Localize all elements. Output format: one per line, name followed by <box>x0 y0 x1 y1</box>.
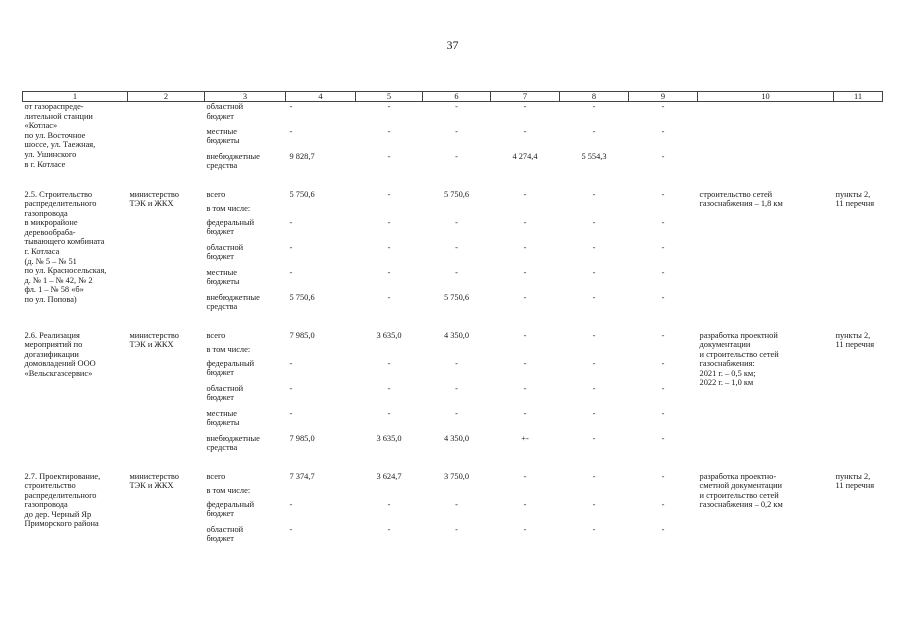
amount-v4: - <box>289 126 293 136</box>
amount-v5: - <box>387 126 391 136</box>
amount-v4: - <box>289 267 293 277</box>
amount-v5: - <box>387 383 391 393</box>
amount-v6: - <box>455 499 458 509</box>
amount-v8: - <box>592 330 596 340</box>
amount-v8 <box>560 204 629 218</box>
amount-v5: - <box>387 408 391 418</box>
amount-v8: - <box>592 524 596 534</box>
spacer-cell <box>23 177 883 190</box>
funding-source: местные бюджеты <box>206 267 240 287</box>
amount-v7: 4 274,4 <box>512 151 538 161</box>
program-table <box>22 91 883 550</box>
amount-v5: 3 624,7 <box>376 471 402 481</box>
amount-v4: - <box>289 102 293 111</box>
amount-v7: - <box>523 408 527 418</box>
executor: министерство ТЭК и ЖКХ <box>129 471 179 491</box>
amount-v4: 5 750,6 <box>289 292 315 302</box>
funding-source: областной бюджет <box>206 102 244 121</box>
amount-v9 <box>629 486 698 500</box>
expected-result: строительство сетей газоснабжения – 1,8 км <box>699 189 783 209</box>
amount-v4 <box>286 486 356 500</box>
amount-v7: - <box>523 102 527 111</box>
amount-v5: 3 635,0 <box>376 433 402 443</box>
column-number: 10 <box>698 92 834 102</box>
amount-v6 <box>423 204 491 218</box>
list-points: пункты 2, 11 перечня <box>835 330 875 350</box>
amount-v9: - <box>661 433 665 443</box>
funding-source: всего <box>206 471 226 481</box>
amount-v4: - <box>289 524 293 534</box>
column-number: 6 <box>423 92 491 102</box>
amount-v9: - <box>661 499 665 509</box>
amount-v4: - <box>289 408 293 418</box>
amount-v6 <box>423 486 491 500</box>
amount-v7: - <box>523 217 527 227</box>
amount-v8: - <box>592 383 596 393</box>
amount-v9: - <box>661 102 665 111</box>
amount-v7: - <box>523 189 527 199</box>
funding-source: местные бюджеты <box>206 408 240 428</box>
amount-v7 <box>491 486 560 500</box>
amount-v6: - <box>455 408 458 418</box>
amount-v6: - <box>455 242 458 252</box>
amount-v5: - <box>387 102 391 111</box>
amount-v8: - <box>592 126 596 136</box>
amount-v6: - <box>455 126 458 136</box>
amount-v6: - <box>455 524 458 534</box>
list-points <box>834 102 883 177</box>
amount-v7 <box>491 204 560 218</box>
funding-source: внебюджетные средства <box>206 292 260 312</box>
funding-source: областной бюджет <box>206 524 244 544</box>
amount-v5: - <box>387 499 391 509</box>
item-name: от газораспреде- лительной станции «Котлас» по ул. Восточное шоссе, ул. Таежная, ул. Ушинского в г. Котласе <box>24 102 96 169</box>
amount-v5: - <box>387 292 391 302</box>
amount-v6: 4 350,0 <box>443 330 470 340</box>
column-number: 2 <box>128 92 205 102</box>
column-number: 11 <box>834 92 883 102</box>
list-points: пункты 2, 11 перечня <box>835 471 875 491</box>
column-number: 8 <box>560 92 629 102</box>
amount-v7: - <box>523 471 527 481</box>
amount-v6 <box>423 345 491 359</box>
column-number: 5 <box>356 92 423 102</box>
amount-v5: 3 635,0 <box>376 330 402 340</box>
spacer-cell <box>23 459 883 472</box>
amount-v5: - <box>387 151 391 161</box>
page-number: 37 <box>446 38 459 52</box>
funding-source: в том числе: <box>206 485 251 495</box>
amount-v9: - <box>661 408 665 418</box>
amount-v7: - <box>523 499 527 509</box>
table-header <box>23 92 883 102</box>
group-spacer <box>23 459 883 472</box>
amount-v4: 7 985,0 <box>289 330 315 340</box>
amount-v6: 5 750,6 <box>443 292 470 302</box>
executor <box>128 102 205 177</box>
group-spacer <box>23 177 883 190</box>
funding-source: в том числе: <box>206 203 251 213</box>
amount-v8: - <box>592 358 596 368</box>
funding-source: федеральный бюджет <box>206 499 255 519</box>
amount-v4: 7 985,0 <box>289 433 315 443</box>
amount-v9: - <box>661 267 665 277</box>
amount-v9: - <box>661 358 665 368</box>
amount-v4: - <box>289 242 293 252</box>
funding-source: областной бюджет <box>206 383 244 403</box>
funding-source: местные бюджеты <box>206 126 240 146</box>
column-number: 7 <box>491 92 560 102</box>
table-row <box>23 472 883 486</box>
amount-v4: - <box>289 217 293 227</box>
amount-v9: - <box>661 383 665 393</box>
amount-v9: - <box>661 242 665 252</box>
amount-v9: - <box>661 189 665 199</box>
amount-v5: - <box>387 217 391 227</box>
amount-v4 <box>286 345 356 359</box>
amount-v9: - <box>661 151 665 161</box>
amount-v8 <box>560 486 629 500</box>
amount-v7 <box>491 345 560 359</box>
funding-source: всего <box>206 189 226 199</box>
amount-v6: 3 750,0 <box>443 471 470 481</box>
amount-v6: - <box>455 217 458 227</box>
amount-v6: - <box>455 383 458 393</box>
executor: министерство ТЭК и ЖКХ <box>129 330 179 350</box>
amount-v4: - <box>289 383 293 393</box>
amount-v5: - <box>387 358 391 368</box>
amount-v4 <box>286 204 356 218</box>
amount-v6: - <box>455 267 458 277</box>
amount-v7: - <box>523 524 527 534</box>
executor: министерство ТЭК и ЖКХ <box>129 189 179 209</box>
amount-v8: - <box>592 433 596 443</box>
amount-v8: - <box>592 471 596 481</box>
amount-v5 <box>356 204 423 218</box>
item-name: 2.7. Проектирование, строительство распределительного газопровода до дер. Черный Яр Приморского района <box>24 471 101 529</box>
amount-v9: - <box>661 126 665 136</box>
expected-result: разработка проектной документации и строительство сетей газоснабжения: 2021 г. – 0,5 км; 2022 г. – 1,0 км <box>699 330 779 388</box>
funding-source: в том числе: <box>206 344 251 354</box>
amount-v9: - <box>661 217 665 227</box>
amount-v6: 5 750,6 <box>443 189 470 199</box>
table-body <box>23 102 883 550</box>
amount-v7: - <box>523 242 527 252</box>
amount-v8: 5 554,3 <box>581 151 607 161</box>
item-name: 2.6. Реализация мероприятий по догазификации домовладений ООО «Вельскгазсервис» <box>24 330 96 378</box>
amount-v8: - <box>592 267 596 277</box>
funding-source: областной бюджет <box>206 242 244 262</box>
amount-v7: - <box>523 383 527 393</box>
expected-result: разработка проектно- сметной документации и строительство сетей газоснабжения – 0,2 км <box>699 471 783 510</box>
amount-v8: - <box>592 242 596 252</box>
list-points: пункты 2, 11 перечня <box>835 189 875 209</box>
amount-v9: - <box>661 471 665 481</box>
table-row <box>23 102 883 127</box>
amount-v5: - <box>387 242 391 252</box>
amount-v6: 4 350,0 <box>443 433 470 443</box>
amount-v4: - <box>289 499 293 509</box>
column-number: 3 <box>205 92 286 102</box>
amount-v7: - <box>523 126 527 136</box>
spacer-cell <box>23 318 883 331</box>
amount-v4: 7 374,7 <box>289 471 315 481</box>
amount-v4: 5 750,6 <box>289 189 315 199</box>
column-number: 4 <box>286 92 356 102</box>
group-spacer <box>23 318 883 331</box>
amount-v5 <box>356 486 423 500</box>
amount-v6: - <box>455 358 458 368</box>
amount-v7: +- <box>521 433 529 443</box>
amount-v4: 9 828,7 <box>289 151 315 161</box>
amount-v9 <box>629 204 698 218</box>
amount-v8: - <box>592 408 596 418</box>
funding-source: федеральный бюджет <box>206 358 255 378</box>
amount-v9: - <box>661 330 665 340</box>
table-row <box>23 331 883 345</box>
expected-result <box>698 102 834 177</box>
amount-v8: - <box>592 102 596 111</box>
funding-source: внебюджетные средства <box>206 151 260 171</box>
amount-v7: - <box>523 292 527 302</box>
funding-source: всего <box>206 330 226 340</box>
column-number: 1 <box>23 92 128 102</box>
amount-v8: - <box>592 292 596 302</box>
amount-v7: - <box>523 358 527 368</box>
amount-v6: - <box>455 102 458 111</box>
amount-v5 <box>356 345 423 359</box>
amount-v7: - <box>523 330 527 340</box>
column-number: 9 <box>629 92 698 102</box>
amount-v8: - <box>592 217 596 227</box>
amount-v9: - <box>661 292 665 302</box>
amount-v7: - <box>523 267 527 277</box>
amount-v9 <box>629 345 698 359</box>
amount-v9: - <box>661 524 665 534</box>
amount-v8 <box>560 345 629 359</box>
amount-v8: - <box>592 189 596 199</box>
item-name: 2.5. Строительство распределительного газопровода в микрорайоне деревообраба- тывающего комбината г. Котласа (д. № 5 – № 51 по ул. Красносельская, д. № 1 – № 42, № 2 фл. 1 – № 58 «б» по ул. Попова) <box>24 189 107 305</box>
funding-source: внебюджетные средства <box>206 433 260 453</box>
amount-v6: - <box>455 151 458 161</box>
amount-v5: - <box>387 267 391 277</box>
amount-v5: - <box>387 189 391 199</box>
amount-v8: - <box>592 499 596 509</box>
amount-v5: - <box>387 524 391 534</box>
funding-source: федеральный бюджет <box>206 217 255 237</box>
amount-v4: - <box>289 358 293 368</box>
table-row <box>23 190 883 204</box>
